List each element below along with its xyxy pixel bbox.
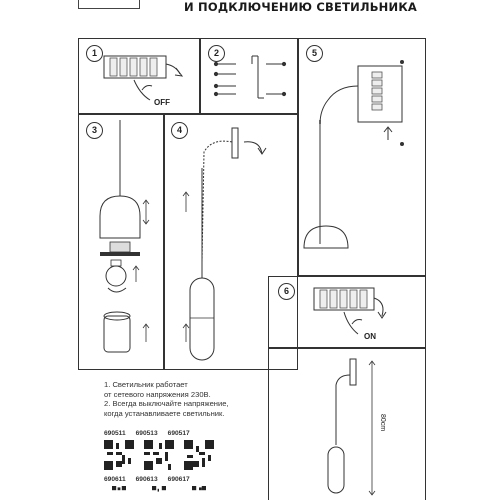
step-number-6: 6 xyxy=(278,283,295,300)
product-code: 690511 xyxy=(104,430,126,437)
step-number-1: 1 xyxy=(86,45,103,62)
product-code: 690617 xyxy=(167,476,190,483)
shade-and-bulb-illustration xyxy=(94,120,160,368)
qr-row-1 xyxy=(104,440,214,470)
notes xyxy=(104,380,274,418)
dimension-illustration xyxy=(310,355,410,500)
qr-code-icon xyxy=(104,486,134,500)
logo-placeholder xyxy=(78,0,140,9)
terminal-on-illustration xyxy=(304,284,416,344)
dimension-label: 80cm xyxy=(379,414,386,432)
product-code: 690613 xyxy=(135,476,158,483)
switch-off-label: OFF xyxy=(154,98,170,107)
wall-mount-illustration xyxy=(300,58,424,273)
pendant-capsule-illustration xyxy=(176,128,296,368)
note-line: 2. Всегда выключайте напряжение, xyxy=(104,399,229,409)
page-title: И ПОДКЛЮЧЕНИЮ СВЕТИЛЬНИКА xyxy=(184,0,418,14)
step-number-5: 5 xyxy=(306,45,323,62)
step-number-2: 2 xyxy=(208,45,225,62)
product-codes-row-2 xyxy=(104,476,190,483)
qr-row-2 xyxy=(104,486,214,500)
terminal-block-illustration xyxy=(104,52,194,112)
step-number-3: 3 xyxy=(86,122,103,139)
note-line: 1. Светильник работает xyxy=(104,380,188,389)
mounting-screws-illustration xyxy=(214,50,294,110)
qr-code-icon xyxy=(104,440,134,470)
qr-code-icon xyxy=(144,486,174,500)
qr-code-icon xyxy=(184,440,214,470)
step-number-4: 4 xyxy=(171,122,188,139)
product-code: 690611 xyxy=(104,476,126,483)
product-code: 690513 xyxy=(135,430,158,437)
header xyxy=(0,0,500,18)
qr-code-icon xyxy=(184,486,214,500)
product-codes-row-1 xyxy=(104,430,190,437)
note-line: когда устанавливаете светильник. xyxy=(104,408,225,418)
switch-on-label: ON xyxy=(364,332,376,341)
product-code: 690517 xyxy=(167,430,190,437)
note-line: от сетевого напряжения 230В. xyxy=(104,389,211,399)
qr-code-icon xyxy=(144,440,174,470)
